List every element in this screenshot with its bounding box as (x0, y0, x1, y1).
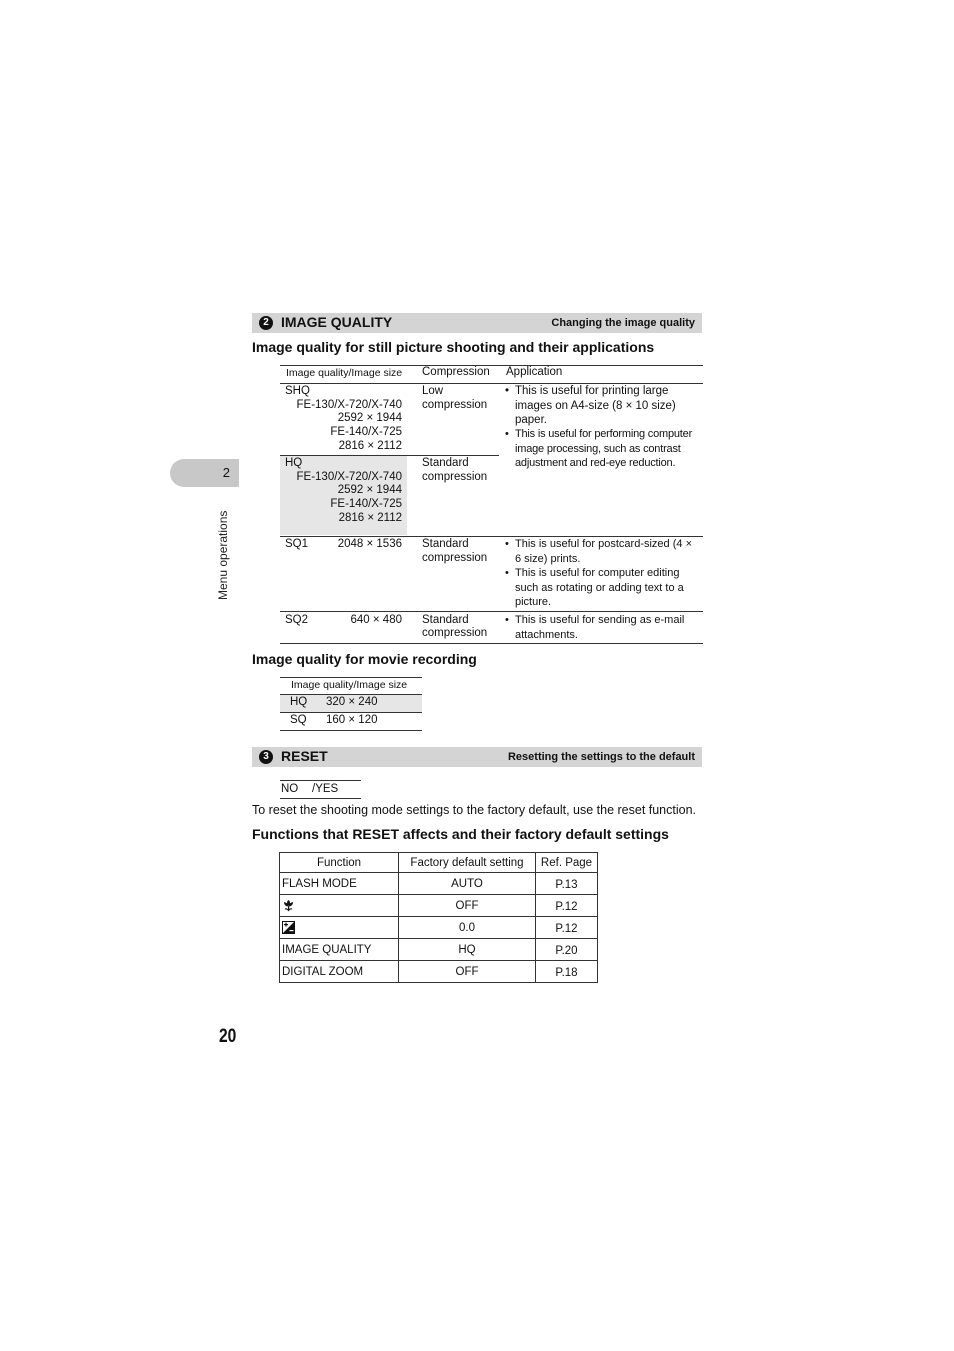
table-row (280, 961, 598, 983)
reset-table-heading: Functions that RESET affects and their factory default settings (252, 826, 669, 842)
movie-row-size: 160 × 120 (326, 714, 378, 726)
shq-model-2: FE-140/X-725 (330, 426, 402, 438)
shq-model-1: FE-130/X-720/X-740 (296, 399, 402, 411)
reset-description: To reset the shooting mode settings to the factory default, use the reset function. (252, 803, 697, 817)
still-heading: Image quality for still picture shooting and their applications (252, 339, 655, 355)
reset-header (252, 747, 702, 767)
col-header-compression: Compression (422, 366, 490, 378)
option-yes: /YES (312, 783, 339, 795)
sq1-label: SQ1 (285, 538, 309, 550)
hq-size-2: 2816 × 2112 (338, 512, 402, 524)
col-header-quality: Image quality/Image size (286, 367, 403, 379)
hq-size-1: 2592 × 1944 (337, 484, 402, 496)
col-header-application: Application (506, 366, 563, 378)
movie-col-header: Image quality/Image size (291, 679, 408, 691)
default-cell: OFF (399, 961, 536, 983)
exposure-compensation-icon (282, 921, 295, 934)
chapter-tab (170, 459, 239, 487)
movie-row-name: SQ (290, 714, 307, 726)
app-item: • This is useful for computer editing such as rotating or adding text to a picture. (505, 567, 684, 608)
sq1-size: 2048 × 1536 (337, 538, 402, 550)
hq-model-2: FE-140/X-725 (330, 498, 402, 510)
section-number-badge: 3 (259, 750, 273, 764)
section-number-badge: 2 (259, 316, 273, 330)
app-item: • This is useful for postcard-sized (4 × 6 size) prints. (505, 538, 692, 565)
function-cell (280, 917, 399, 939)
function-cell: DIGITAL ZOOM (280, 961, 399, 983)
page-cell: P.20 (536, 939, 598, 961)
sq2-compression-2: compression (422, 627, 488, 639)
app-item: • This is useful for printing large images on A4-size (8 × 10 size) paper. (505, 385, 676, 426)
table-row (280, 917, 598, 939)
function-cell (280, 895, 399, 917)
reset-defaults-table (279, 852, 598, 983)
page-cell: P.12 (536, 895, 598, 917)
chapter-number: 2 (222, 465, 230, 480)
page-number: 20 (219, 1026, 237, 1047)
page-cell: P.18 (536, 961, 598, 983)
image-quality-header (252, 313, 702, 333)
sq2-compression-1: Standard (422, 614, 469, 626)
page-cell: P.12 (536, 917, 598, 939)
shq-compression-1: Low (422, 385, 444, 397)
default-cell: AUTO (399, 873, 536, 895)
function-cell: IMAGE QUALITY (280, 939, 399, 961)
macro-icon (282, 899, 295, 912)
default-cell: OFF (399, 895, 536, 917)
sq1-compression-2: compression (422, 552, 488, 564)
function-cell: FLASH MODE (280, 873, 399, 895)
shq-size-1: 2592 × 1944 (337, 412, 402, 424)
section-subtitle: Resetting the settings to the default (507, 751, 695, 763)
shq-compression-2: compression (422, 399, 488, 411)
table-row (280, 873, 598, 895)
chapter-label: Menu operations (216, 510, 230, 600)
sq2-size: 640 × 480 (350, 614, 402, 626)
col-header-default: Factory default setting (399, 853, 536, 873)
default-cell: HQ (399, 939, 536, 961)
sq1-compression-1: Standard (422, 538, 469, 550)
table-header-row (280, 853, 598, 873)
shq-label: SHQ (285, 385, 310, 397)
app-item: • This is useful for performing computer image processing, such as contrast adjustment and red-eye reduction. (505, 428, 693, 469)
hq-model-1: FE-130/X-720/X-740 (296, 471, 402, 483)
hq-compression-1: Standard (422, 457, 469, 469)
table-row (280, 895, 598, 917)
app-item: • This is useful for sending as e-mail attachments. (505, 614, 685, 641)
movie-row-size: 320 × 240 (326, 696, 378, 708)
option-no: NO (281, 783, 299, 795)
table-row (280, 939, 598, 961)
page-cell: P.13 (536, 873, 598, 895)
movie-heading: Image quality for movie recording (252, 651, 477, 667)
section-title: IMAGE QUALITY (281, 314, 393, 330)
section-title: RESET (281, 748, 328, 764)
sq2-label: SQ2 (285, 614, 309, 626)
hq-compression-2: compression (422, 471, 488, 483)
hq-label: HQ (285, 457, 303, 469)
movie-row-name: HQ (290, 696, 308, 708)
col-header-function: Function (280, 853, 399, 873)
col-header-page: Ref. Page (536, 853, 598, 873)
section-subtitle: Changing the image quality (551, 317, 695, 329)
default-cell: 0.0 (399, 917, 536, 939)
shq-size-2: 2816 × 2112 (338, 440, 402, 452)
